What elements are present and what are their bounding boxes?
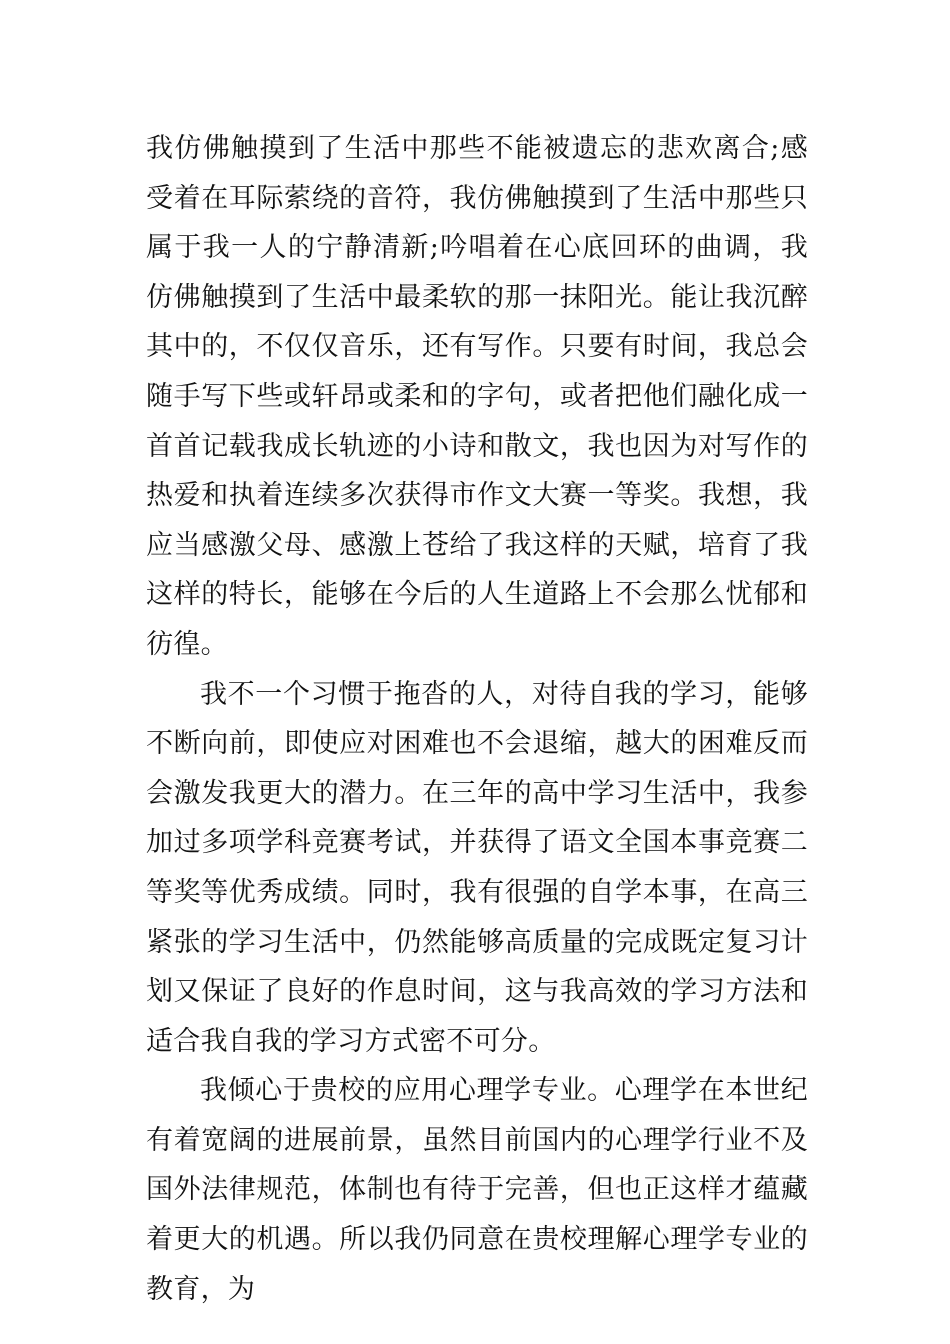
paragraph-major-choice: 我倾心于贵校的应用心理学专业。心理学在本世纪有着宽阔的进展前景，虽然目前国内的心理学行业不及国外法律规范，体制也有待于完善，但也正这样才蕴藏着更大的机遇。所以我仍同意在贵校理解心理学专业的教育，为 [146, 1075, 808, 1305]
paragraph-continued: 我仿佛触摸到了生活中那些不能被遗忘的悲欢离合;感受着在耳际萦绕的音符，我仿佛触摸到了生活中那些只属于我一人的宁静清新;吟唱着在心底回环的曲调，我仿佛触摸到了生活中最柔软的那一抹阳光。能让我沉醉其中的，不仅仅音乐，还有写作。只要有时间，我总会随手写下些或轩昂或柔和的字句，或者把他们融化成一首首记载我成长轨迹的小诗和散文，我也因为对写作的热爱和执着连续多次获得市作文大赛一等奖。我想，我应当感激父母、感激上苍给了我这样的天赋，培育了我这样的特长，能够在今后的人生道路上不会那么忧郁和彷徨。 [146, 133, 808, 660]
paragraph-study-habits: 我不一个习惯于拖沓的人，对待自我的学习，能够不断向前，即使应对困难也不会退缩，越大的困难反而会激发我更大的潜力。在三年的高中学习生活中，我参加过多项学科竞赛考试，并获得了语文全国本事竞赛二等奖等优秀成绩。同时，我有很强的自学本事，在高三紧张的学习生活中，仍然能够高质量的完成既定复习计划又保证了良好的作息时间，这与我高效的学习方法和适合我自我的学习方式密不可分。 [146, 678, 808, 1057]
document-body [146, 124, 808, 1314]
